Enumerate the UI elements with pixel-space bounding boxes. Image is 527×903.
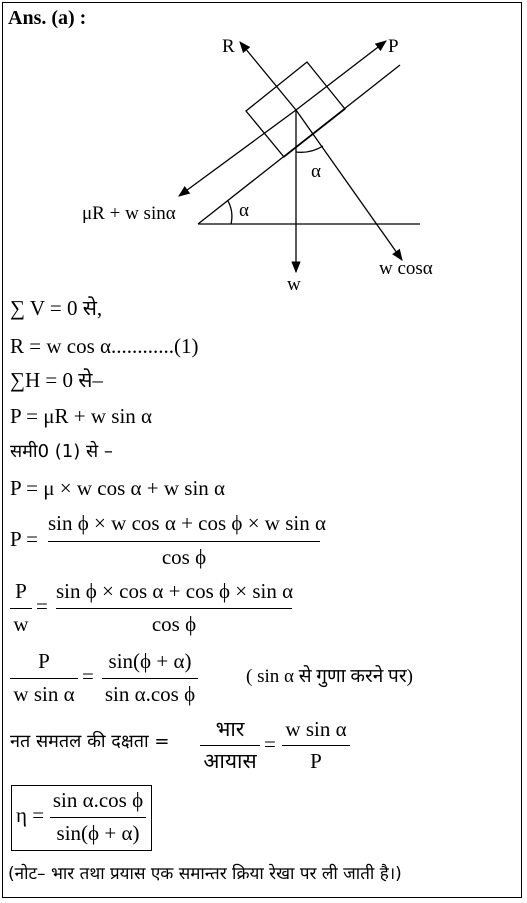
eq10-denominator-1: आयास xyxy=(203,749,257,773)
eq-p-expanded: P = μ × w cos α + w sin α xyxy=(10,476,226,500)
eq11-numerator: sin α.cos ϕ xyxy=(52,788,144,812)
eq9-lhs-numerator: P xyxy=(38,649,50,673)
label-alpha-incline: α xyxy=(239,200,249,221)
equals-sign: = xyxy=(264,732,276,756)
friction-arrow xyxy=(179,110,296,196)
eq10-numerator-1: भार xyxy=(215,717,245,741)
eq8-denominator: cos ϕ xyxy=(151,612,197,636)
label-p: P xyxy=(388,36,399,57)
eq11-lhs: η = xyxy=(16,803,45,827)
eq9-numerator: sin(ϕ + α) xyxy=(108,649,192,673)
eq8-lhs-numerator: P xyxy=(15,579,27,603)
eq9-denominator: sin α.cos ϕ xyxy=(104,682,196,706)
fraction-bar xyxy=(200,745,260,746)
eq9-note: ( sin α से गुणा करने पर) xyxy=(246,666,413,687)
eq-sum-h: ∑H = 0 से– xyxy=(10,368,103,392)
eq-r: R = w cos α............(1) xyxy=(10,334,199,358)
equals-sign: = xyxy=(36,594,48,618)
eq7-lhs: P = xyxy=(10,527,38,551)
from-eq1: समी0 (1) से – xyxy=(10,441,113,462)
footnote: (नोट– भार तथा प्रयास एक समान्तर क्रिया रेखा पर ली जाती है।) xyxy=(8,864,402,884)
inclined-plane-diagram xyxy=(0,0,527,300)
eq8-numerator: sin ϕ × cos α + cos ϕ × sin α xyxy=(56,579,294,603)
fraction-bar xyxy=(56,608,292,609)
eq9-lhs-denominator: w sin α xyxy=(13,682,75,706)
fraction-bar xyxy=(50,817,146,818)
efficiency-label: नत समतल की दक्षता = xyxy=(10,731,170,752)
label-w: w xyxy=(287,274,301,295)
force-p-arrow xyxy=(296,41,386,110)
reaction-r-arrow xyxy=(240,42,296,110)
alpha-arc-top xyxy=(296,146,323,152)
fraction-bar xyxy=(10,608,32,609)
equals-sign: = xyxy=(82,664,94,688)
eq7-numerator: sin ϕ × w cos α + cos ϕ × w sin α xyxy=(48,511,326,535)
alpha-arc-base xyxy=(228,201,232,224)
label-r: R xyxy=(222,36,235,57)
fraction-bar xyxy=(282,745,350,746)
label-friction: μR + w sinα xyxy=(82,203,176,224)
eq10-numerator-2: w sin α xyxy=(285,717,347,741)
wcos-arrow xyxy=(296,110,402,260)
fraction-bar xyxy=(10,678,78,679)
fraction-bar xyxy=(48,541,320,542)
eq-p-friction: P = μR + w sin α xyxy=(10,404,153,428)
label-wcos: w cosα xyxy=(379,258,433,279)
label-alpha-vertical: α xyxy=(311,161,321,182)
eq11-denominator: sin(ϕ + α) xyxy=(56,821,140,845)
fraction-bar xyxy=(102,678,198,679)
eq7-denominator: cos ϕ xyxy=(161,545,207,569)
eq-sum-v: ∑ V = 0 से, xyxy=(10,296,103,320)
answer-label: Ans. (a) : xyxy=(8,7,87,29)
eq10-denominator-2: P xyxy=(310,749,322,773)
eq8-lhs-denominator: w xyxy=(13,612,29,636)
